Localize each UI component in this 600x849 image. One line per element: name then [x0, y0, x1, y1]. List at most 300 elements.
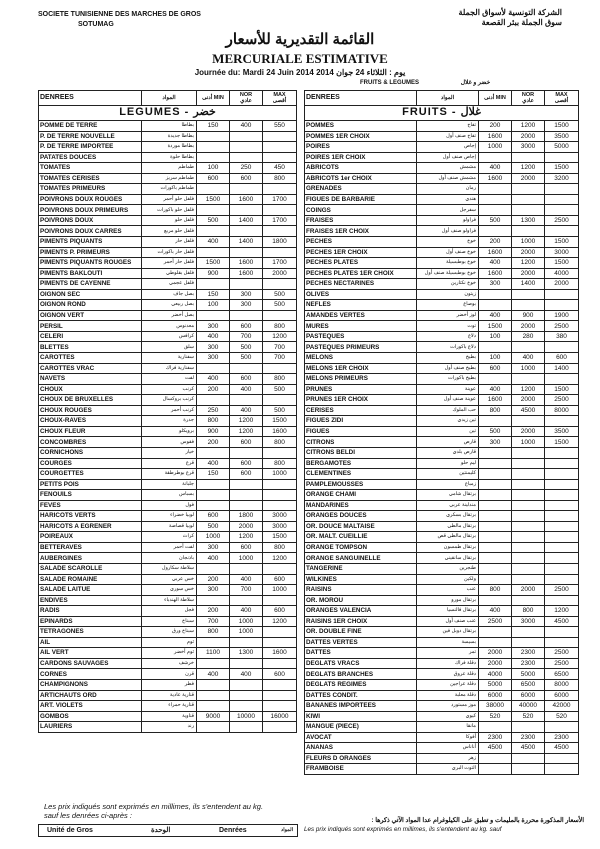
- price-min: [479, 374, 512, 385]
- price-min: [479, 416, 512, 427]
- price-min: 1500: [197, 194, 230, 205]
- price-nor: 1000: [512, 237, 545, 248]
- price-nor: [230, 479, 263, 490]
- price-nor: 300: [230, 289, 263, 300]
- table-row: [39, 616, 297, 627]
- item-name: AIL VERT: [39, 648, 142, 659]
- price-min: 1100: [197, 648, 230, 659]
- item-name-ar: فجل: [142, 606, 197, 617]
- price-nor: [512, 490, 545, 501]
- price-min: [197, 637, 230, 648]
- item-name: PETITS POIS: [39, 479, 142, 490]
- item-name: FRAMBOISE: [305, 764, 417, 775]
- price-nor: 1200: [512, 258, 545, 269]
- price-max: [545, 374, 579, 385]
- price-nor: 3000: [512, 616, 545, 627]
- item-name: COURGETTES: [39, 469, 142, 480]
- price-min: [197, 310, 230, 321]
- price-nor: [512, 194, 545, 205]
- price-min: 600: [479, 363, 512, 374]
- price-min: 1600: [479, 131, 512, 142]
- price-max: [263, 500, 297, 511]
- item-name: NAVETS: [39, 374, 142, 385]
- price-max: 1500: [545, 163, 579, 174]
- item-name-ar: برتقال دوبل فين: [417, 627, 479, 638]
- price-max: 800: [263, 542, 297, 553]
- item-name-ar: ثوم أخضر: [142, 648, 197, 659]
- price-max: [545, 500, 579, 511]
- table-row: [39, 437, 297, 448]
- item-name: MELONS: [305, 353, 417, 364]
- item-name: SALADE SCAROLLE: [39, 563, 142, 574]
- item-name: POIVRONS DOUX PRIMEURS: [39, 205, 142, 216]
- price-nor: [230, 447, 263, 458]
- table-row: [305, 469, 579, 480]
- item-name: POMMES 1ER CHOIX: [305, 131, 417, 142]
- price-nor: [230, 563, 263, 574]
- item-name: CERISES: [305, 405, 417, 416]
- item-name: FIGUES DE BARBARIE: [305, 194, 417, 205]
- price-max: [545, 637, 579, 648]
- item-name-ar: دقلة معلبة: [417, 690, 479, 701]
- item-name: DATTES VERTES: [305, 637, 417, 648]
- item-name: CORNES: [39, 669, 142, 680]
- table-row: [305, 490, 579, 501]
- price-min: 2300: [479, 732, 512, 743]
- item-name: OIGNON SEC: [39, 289, 142, 300]
- item-name-ar: إجاص: [417, 142, 479, 153]
- price-max: [545, 511, 579, 522]
- price-min: [197, 205, 230, 216]
- price-min: 5000: [479, 679, 512, 690]
- item-name: CHAMPIGNONS: [39, 679, 142, 690]
- price-nor: 1400: [230, 237, 263, 248]
- price-min: 38000: [479, 701, 512, 712]
- item-name-ar: برتقال بسكري: [417, 511, 479, 522]
- price-min: 400: [479, 258, 512, 269]
- item-name-ar: فلفل حلو: [142, 215, 197, 226]
- price-min: 100: [197, 300, 230, 311]
- item-name-ar: تين: [417, 426, 479, 437]
- price-min: [197, 395, 230, 406]
- table-row: [305, 395, 579, 406]
- item-name: OIGNON VERT: [39, 310, 142, 321]
- item-name: P. DE TERRE NOUVELLE: [39, 131, 142, 142]
- price-min: [197, 131, 230, 142]
- price-min: 400: [197, 374, 230, 385]
- price-min: 4500: [479, 743, 512, 754]
- price-nor: [230, 363, 263, 374]
- price-min: 200: [479, 237, 512, 248]
- item-name: ORANGE SANGUINELLE: [305, 553, 417, 564]
- price-min: 900: [197, 268, 230, 279]
- table-row: [39, 258, 297, 269]
- item-name-ar: ولكين: [417, 574, 479, 585]
- price-max: [545, 289, 579, 300]
- item-name-ar: بطاطا موردة: [142, 142, 197, 153]
- table-row: [305, 437, 579, 448]
- item-name: PIMENTS P. PRIMEURS: [39, 247, 142, 258]
- item-name-ar: بصل ربيعي: [142, 300, 197, 311]
- price-nor: [512, 521, 545, 532]
- table-row: [39, 215, 297, 226]
- price-min: 6000: [479, 690, 512, 701]
- price-max: [263, 595, 297, 606]
- price-nor: 400: [230, 121, 263, 132]
- table-row: [305, 637, 579, 648]
- price-max: 500: [263, 405, 297, 416]
- price-nor: 4500: [512, 743, 545, 754]
- item-name: WILKINES: [305, 574, 417, 585]
- item-name-ar: زهر: [417, 753, 479, 764]
- item-name-ar: خس سوري: [142, 585, 197, 596]
- price-min: [197, 595, 230, 606]
- item-name-ar: برتقال مالطي قص: [417, 532, 479, 543]
- table-row: [305, 563, 579, 574]
- item-name-ar: دقلة عراجين: [417, 679, 479, 690]
- price-nor: [512, 532, 545, 543]
- table-row: [305, 279, 579, 290]
- table-row: [39, 163, 297, 174]
- price-nor: [230, 658, 263, 669]
- item-name-ar: ثوم: [142, 637, 197, 648]
- price-min: [197, 500, 230, 511]
- table-row: [39, 447, 297, 458]
- item-name-ar: سفنارية فراك: [142, 363, 197, 374]
- item-name-ar: خوخ بوطبسيلة: [417, 258, 479, 269]
- table-row: [39, 574, 297, 585]
- fruits-section-row: [305, 106, 579, 121]
- price-min: [197, 679, 230, 690]
- price-nor: 2000: [230, 521, 263, 532]
- price-nor: [230, 184, 263, 195]
- price-min: 2000: [479, 648, 512, 659]
- table-row: [305, 606, 579, 617]
- price-min: 400: [197, 669, 230, 680]
- item-name-ar: دلاع: [417, 331, 479, 342]
- price-max: [263, 722, 297, 733]
- price-min: 600: [197, 511, 230, 522]
- item-name: ORANGE TOMPSON: [305, 542, 417, 553]
- price-max: 600: [263, 669, 297, 680]
- item-name-ar: برويكلو: [142, 426, 197, 437]
- price-nor: 2300: [512, 732, 545, 743]
- table-row: [305, 500, 579, 511]
- table-row: [39, 184, 297, 195]
- price-min: 1600: [479, 268, 512, 279]
- item-name-ar: كرنب أحمر: [142, 405, 197, 416]
- item-name: PECHES 1ER CHOIX: [305, 247, 417, 258]
- item-name-ar: سفنارية: [142, 353, 197, 364]
- item-name-ar: رند: [142, 722, 197, 733]
- item-name-ar: عوينة صنف أول: [417, 395, 479, 406]
- price-max: [263, 563, 297, 574]
- item-name-ar: مانقا: [417, 722, 479, 733]
- table-row: [39, 595, 297, 606]
- price-max: 8000: [545, 405, 579, 416]
- price-min: 800: [479, 585, 512, 596]
- price-nor: 600: [230, 469, 263, 480]
- table-row: [305, 342, 579, 353]
- price-nor: [230, 131, 263, 142]
- table-row: [39, 521, 297, 532]
- price-max: 2500: [545, 215, 579, 226]
- price-nor: 280: [512, 331, 545, 342]
- price-max: [545, 627, 579, 638]
- table-row: [305, 574, 579, 585]
- price-nor: 1200: [512, 163, 545, 174]
- table-row: [39, 384, 297, 395]
- item-name-ar: فلفل حار باكورات: [142, 247, 197, 258]
- item-name-ar: مشمش: [417, 163, 479, 174]
- price-max: 800: [263, 173, 297, 184]
- item-name: POIREAUX: [39, 532, 142, 543]
- table-row: [305, 585, 579, 596]
- price-max: [545, 184, 579, 195]
- item-name-ar: بسيسة: [417, 637, 479, 648]
- item-name-ar: بطيخ: [417, 353, 479, 364]
- price-nor: 600: [230, 374, 263, 385]
- item-name-ar: بطاطا جديدة: [142, 131, 197, 142]
- price-max: 2500: [545, 395, 579, 406]
- price-nor: 2000: [512, 426, 545, 437]
- category-caption-fr: FRUITS & LEGUMES: [360, 80, 420, 86]
- table-row: [39, 426, 297, 437]
- price-nor: [512, 595, 545, 606]
- price-max: 800: [263, 374, 297, 385]
- item-name: SALADE ROMAINE: [39, 574, 142, 585]
- price-min: 300: [479, 437, 512, 448]
- table-row: [39, 279, 297, 290]
- price-nor: 2000: [512, 585, 545, 596]
- table-row: [39, 342, 297, 353]
- item-name-ar: فلفل حلو مربع: [142, 226, 197, 237]
- price-min: [197, 447, 230, 458]
- table-row: [305, 711, 579, 722]
- price-nor: 6500: [512, 679, 545, 690]
- table-row: [305, 479, 579, 490]
- table-row: [305, 658, 579, 669]
- item-name: AVOCAT: [305, 732, 417, 743]
- item-name: POMMES: [305, 121, 417, 132]
- price-min: [479, 595, 512, 606]
- item-name: PIMENTS PIQUANTS ROUGES: [39, 258, 142, 269]
- item-name: DEGLATS REGIMES: [305, 679, 417, 690]
- price-min: [479, 300, 512, 311]
- item-name: DEGLATS BRANCHES: [305, 669, 417, 680]
- item-name: MELONS 1ER CHOIX: [305, 363, 417, 374]
- price-min: 300: [197, 542, 230, 553]
- price-min: [479, 342, 512, 353]
- item-name: TOMATES PRIMEURS: [39, 184, 142, 195]
- table-row: [305, 511, 579, 522]
- item-name: OR. MALT. CUEILLIE: [305, 532, 417, 543]
- item-name-ar: لفت أحمر: [142, 542, 197, 553]
- price-nor: 6000: [512, 690, 545, 701]
- price-max: [545, 458, 579, 469]
- price-min: [479, 722, 512, 733]
- price-max: 1500: [263, 416, 297, 427]
- price-nor: 400: [230, 405, 263, 416]
- item-name-ar: فراولو: [417, 215, 479, 226]
- price-max: 800: [263, 437, 297, 448]
- price-min: [479, 184, 512, 195]
- price-nor: [512, 722, 545, 733]
- price-nor: 4500: [512, 405, 545, 416]
- item-name-ar: موز مستورد: [417, 701, 479, 712]
- item-name-ar: برتقال طمسون: [417, 542, 479, 553]
- price-max: 5000: [545, 142, 579, 153]
- price-nor: 1600: [230, 268, 263, 279]
- price-max: 1200: [263, 616, 297, 627]
- price-max: [263, 395, 297, 406]
- item-name-ar: بسباس: [142, 490, 197, 501]
- legumes-note: [44, 802, 294, 820]
- table-row: [305, 722, 579, 733]
- table-row: [305, 426, 579, 437]
- price-nor: 400: [230, 574, 263, 585]
- price-min: [197, 658, 230, 669]
- price-min: 300: [197, 353, 230, 364]
- table-row: [39, 458, 297, 469]
- price-max: 1500: [263, 532, 297, 543]
- price-max: 2000: [545, 279, 579, 290]
- price-max: [545, 469, 579, 480]
- item-name: PRUNES 1ER CHOIX: [305, 395, 417, 406]
- item-name: HARICOTS VERTS: [39, 511, 142, 522]
- price-max: 700: [263, 342, 297, 353]
- table-row: [305, 194, 579, 205]
- price-nor: 400: [230, 384, 263, 395]
- table-row: [305, 353, 579, 364]
- item-name-ar: فطر: [142, 679, 197, 690]
- header-max: MAX أقصى: [263, 91, 297, 106]
- price-max: 3200: [545, 173, 579, 184]
- item-name-ar: جدرة: [142, 416, 197, 427]
- price-nor: [512, 342, 545, 353]
- table-row: [305, 163, 579, 174]
- item-name: OLIVES: [305, 289, 417, 300]
- price-nor: [512, 542, 545, 553]
- item-name-ar: جلبانة: [142, 479, 197, 490]
- unite-de-gros-box: [38, 824, 298, 837]
- price-min: 100: [479, 353, 512, 364]
- item-name-ar: قرع بوطرطقة: [142, 469, 197, 480]
- item-name: DATTES CONDIT.: [305, 690, 417, 701]
- price-nor: [512, 563, 545, 574]
- table-row: [305, 542, 579, 553]
- mawad-label: المواد: [280, 827, 293, 833]
- item-name-ar: دقلة فراك: [417, 658, 479, 669]
- price-max: [263, 627, 297, 638]
- table-row: [305, 268, 579, 279]
- table-row: [39, 310, 297, 321]
- table-row: [305, 184, 579, 195]
- item-name: RAISINS 1ER CHOIX: [305, 616, 417, 627]
- price-max: [263, 142, 297, 153]
- price-min: 300: [197, 321, 230, 332]
- table-row: [305, 374, 579, 385]
- price-max: [545, 447, 579, 458]
- table-row: [305, 247, 579, 258]
- price-min: [197, 563, 230, 574]
- item-name-ar: قرن: [142, 669, 197, 680]
- table-row: [305, 764, 579, 775]
- company-name-ar: [459, 8, 562, 28]
- price-max: [263, 279, 297, 290]
- price-max: 1200: [263, 553, 297, 564]
- header-max: MAX أقصى: [545, 91, 579, 106]
- price-max: 2500: [545, 658, 579, 669]
- item-name-ar: خيار: [142, 447, 197, 458]
- item-name-ar: بوصاع: [417, 300, 479, 311]
- item-name: COURGES: [39, 458, 142, 469]
- item-name-ar: مندلينة عربي: [417, 500, 479, 511]
- table-row: [305, 458, 579, 469]
- price-min: 500: [479, 426, 512, 437]
- price-min: 400: [197, 553, 230, 564]
- item-name: AUBERGINES: [39, 553, 142, 564]
- item-name: FRAISES 1ER CHOIX: [305, 226, 417, 237]
- price-max: [263, 637, 297, 648]
- table-row: [305, 532, 579, 543]
- price-nor: 600: [230, 173, 263, 184]
- price-nor: 1400: [230, 215, 263, 226]
- table-row: [39, 237, 297, 248]
- price-min: [479, 500, 512, 511]
- price-max: [545, 722, 579, 733]
- price-min: [197, 279, 230, 290]
- item-name-ar: فلفل بقلوطي: [142, 268, 197, 279]
- price-max: [263, 658, 297, 669]
- item-name: MANGUE (PIECE): [305, 722, 417, 733]
- price-nor: 1200: [512, 121, 545, 132]
- table-row: [39, 131, 297, 142]
- price-min: 200: [197, 384, 230, 395]
- table-row: [39, 563, 297, 574]
- item-name-ar: خس عربي: [142, 574, 197, 585]
- item-name-ar: باذنجان: [142, 553, 197, 564]
- table-row: [305, 173, 579, 184]
- price-min: [479, 205, 512, 216]
- item-name: HARICOTS A EGRENER: [39, 521, 142, 532]
- item-name-ar: فلفل حار أحمر: [142, 258, 197, 269]
- item-name: AMANDES VERTES: [305, 310, 417, 321]
- price-nor: [512, 205, 545, 216]
- price-max: 2000: [263, 268, 297, 279]
- price-nor: 1300: [512, 215, 545, 226]
- table-row: [305, 732, 579, 743]
- price-max: 600: [263, 574, 297, 585]
- header-denrees: DENREES: [305, 91, 417, 106]
- table-row: [39, 173, 297, 184]
- item-name: POIVRONS DOUX: [39, 215, 142, 226]
- price-min: 1000: [479, 142, 512, 153]
- price-min: [479, 226, 512, 237]
- item-name: TANGERINE: [305, 563, 417, 574]
- company-ar-line-1: الشركة التونسية لأسواق الجملة: [458, 8, 562, 17]
- table-row: [39, 553, 297, 564]
- item-name: FLEURS D ORANGES: [305, 753, 417, 764]
- price-nor: 3000: [512, 142, 545, 153]
- item-name: CAROTTES VRAC: [39, 363, 142, 374]
- price-max: 1600: [263, 426, 297, 437]
- price-nor: [512, 637, 545, 648]
- table-row: [305, 595, 579, 606]
- item-name-ar: دقلة عروق: [417, 669, 479, 680]
- item-name: DATTES: [305, 648, 417, 659]
- table-row: [305, 384, 579, 395]
